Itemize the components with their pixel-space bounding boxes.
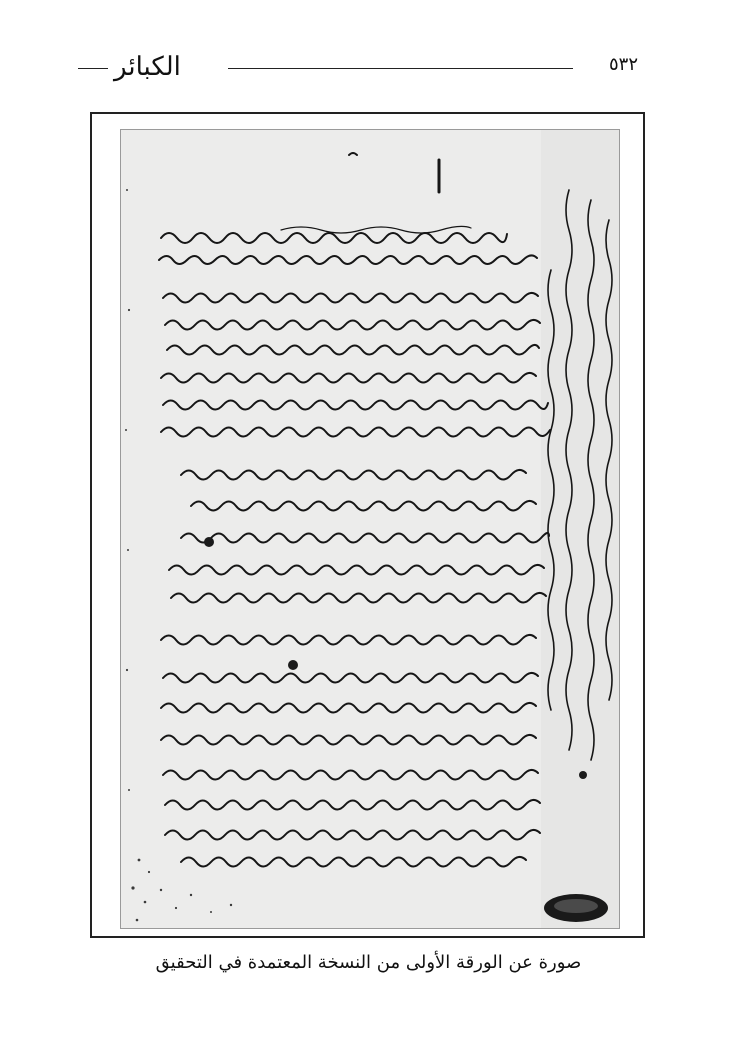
page-number: ٥٣٢: [608, 54, 638, 75]
running-header: [78, 52, 638, 82]
book-title: الكبائر: [114, 52, 181, 82]
figure-caption: صورة عن الورقة الأولى من النسخة المعتمدة في التحقيق: [155, 952, 582, 973]
manuscript-page-image: [120, 129, 620, 929]
manuscript-figure-frame: [90, 112, 645, 938]
manuscript-handwriting: [121, 130, 620, 929]
header-rule-middle: [228, 68, 573, 69]
header-rule-left: [78, 68, 108, 69]
